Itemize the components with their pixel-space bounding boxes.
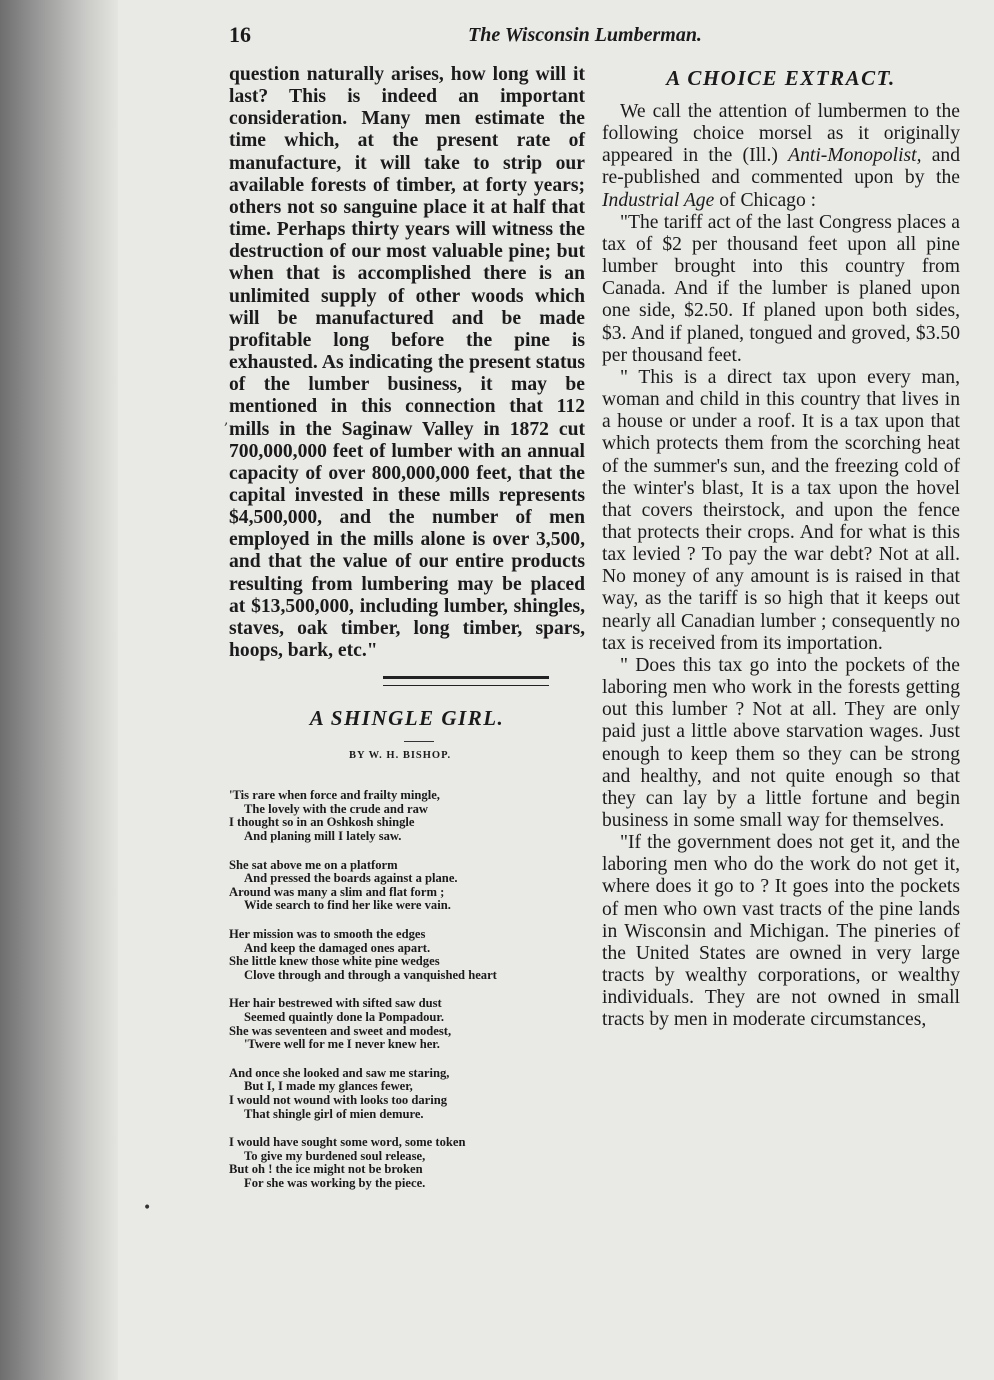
- poem-body: [229, 789, 585, 1190]
- poem-line: Around was many a slim and flat form ;: [229, 884, 445, 899]
- poem-line: To give my burdened soul release,: [244, 1148, 426, 1163]
- poem-line: And planing mill I lately saw.: [244, 829, 402, 843]
- extract-paragraph: "If the government does not get it, and the laboring men who do the work do not get it, where does it go to ? It goes into the pockets of men who own vast tracts of the pine lands in Wisconsin and Michigan. The pineries of the United States are owned in very large tracts by wealthy corporations, or wealthy individuals. They are not owned in small tracts by men in moderate circumstances,: [602, 832, 960, 1031]
- poem-stanza: [229, 859, 585, 913]
- extract-intro: [602, 101, 960, 212]
- poem-line: The lovely with the crude and raw: [244, 801, 429, 816]
- left-column: [229, 64, 585, 1205]
- margin-dot-mark: •: [143, 1200, 152, 1216]
- title-rule: [404, 741, 434, 742]
- poem-stanza: [229, 928, 585, 982]
- poem-line: She was seventeen and sweet and modest,: [229, 1023, 452, 1038]
- extract-paragraph: " This is a direct tax upon every man, woman and child in this country that lives in a house or under a roof. It is a tax upon that which protects them from the scorching heat of the summer's sun, and the freezing cold of the winter's blast, It is a tax upon the hovel that covers theirstock, and upon the fence that protects their crops. And for what is this tax levied ? To pay the war debt? Not at all. No money of any amount is is raised in that way, as the tariff is so high that it keeps out nearly all Canadian lumber ; consequently no tax is received from its importation.: [602, 366, 960, 654]
- poem-line: Seemed quaintly done la Pompadour.: [244, 1009, 445, 1024]
- poem-line: I would have sought some word, some token: [229, 1135, 466, 1150]
- intro-text: of Chicago :: [719, 189, 817, 211]
- poem-stanza: [229, 1067, 585, 1121]
- running-title: The Wisconsin Lumberman.: [468, 24, 702, 46]
- right-column: [602, 66, 960, 1032]
- poem-line: And once she looked and saw me staring,: [229, 1065, 450, 1080]
- poem-line: 'Twere well for me I never knew her.: [244, 1037, 440, 1052]
- extract-paragraph: "The tariff act of the last Congress places a tax of $2 per thousand feet upon all pine lumber brought into this country from Canada. And if the lumber is planed upon one side, $2.50. If planed upon both sides, $3. And if planed, tongued and groved, $3.50 per thousand feet.: [602, 211, 960, 366]
- extract-paragraph: " Does this tax go into the pockets of the laboring men who work in the forests getting out this lumber ? Not at all. They are only paid just a little above starvation wages. Just enough to keep them so they can be strong and healthy, and not quite enough so that they can lay by a little fortune and begin business in some small way for themselves.: [602, 654, 960, 831]
- poem-line: But I, I made my glances fewer,: [244, 1079, 413, 1094]
- intro-text: We call the attention of lumbermen to the following choice morsel as it originally appeared in the (Ill.): [602, 101, 960, 167]
- intro-text: and re-published and commented upon by the: [602, 145, 961, 189]
- source-name: Anti-Monopolist,: [788, 145, 922, 167]
- section-divider: [383, 676, 549, 686]
- poem-line: Her hair bestrewed with sifted saw dust: [229, 996, 442, 1011]
- poem-line: She little knew those white pine wedges: [229, 954, 440, 969]
- poem-line: Her mission was to smooth the edges: [229, 926, 426, 941]
- poem-stanza: [229, 997, 585, 1051]
- poem-stanza: [229, 789, 585, 843]
- poem-line: Clove through and through a vanquished heart: [244, 967, 497, 982]
- poem-line: I thought so in an Oshkosh shingle: [229, 815, 415, 830]
- poem-stanza: [229, 1136, 585, 1190]
- poem-line: But oh ! the ice might not be broken: [229, 1162, 423, 1177]
- poem-line: Wide search to find her like were vain.: [244, 898, 451, 913]
- page-number: 16: [229, 22, 251, 47]
- poem-line: For she was working by the piece.: [244, 1175, 426, 1190]
- poem-line: 'Tis rare when force and frailty mingle,: [229, 788, 440, 803]
- poem-line: She sat above me on a platform: [229, 857, 398, 872]
- extract-title: A CHOICE EXTRACT.: [666, 66, 896, 90]
- poem-line: And keep the damaged ones apart.: [244, 940, 431, 955]
- poem-byline: BY W. H. BISHOP.: [349, 750, 452, 762]
- poem-title: A SHINGLE GIRL.: [309, 706, 505, 731]
- poem-line: I would not wound with looks too daring: [229, 1092, 448, 1107]
- poem-line: That shingle girl of mien demure.: [244, 1106, 424, 1121]
- publication-name: Industrial Age: [602, 189, 715, 211]
- page-binding-shadow: [0, 0, 118, 1380]
- poem-line: And pressed the boards against a plane.: [244, 871, 458, 886]
- lumber-article-paragraph: question naturally arises, how long will it last? This is indeed an important consideration. Many men estimate the time which, at the present rate of manufacture, it will take to strip our available forests of timber, at forty years; others not so sanguine place it at half that time. Perhaps thirty years will witness the destruction of our most valuable pine; but when that is accomplished there is an unlimited supply of other woods which will be manufactured and be made profitable long before the pine is exhausted. As indicating the present status of the lumber business, it may be mentioned in this connection that 112 mills in the Saginaw Valley in 1872 cut 700,000,000 feet of lumber with an annual capacity of over 800,000,000 feet, that the capital invested in these mills represents $4,500,000, and the number of men employed in the mills alone is over 3,500, and that the value of our entire products resulting from lumbering may be placed at $13,500,000, including lumber, shingles, staves, oak timber, long timber, spars, hoops, bark, etc.": [229, 64, 585, 662]
- margin-tick-mark: ,: [224, 412, 229, 428]
